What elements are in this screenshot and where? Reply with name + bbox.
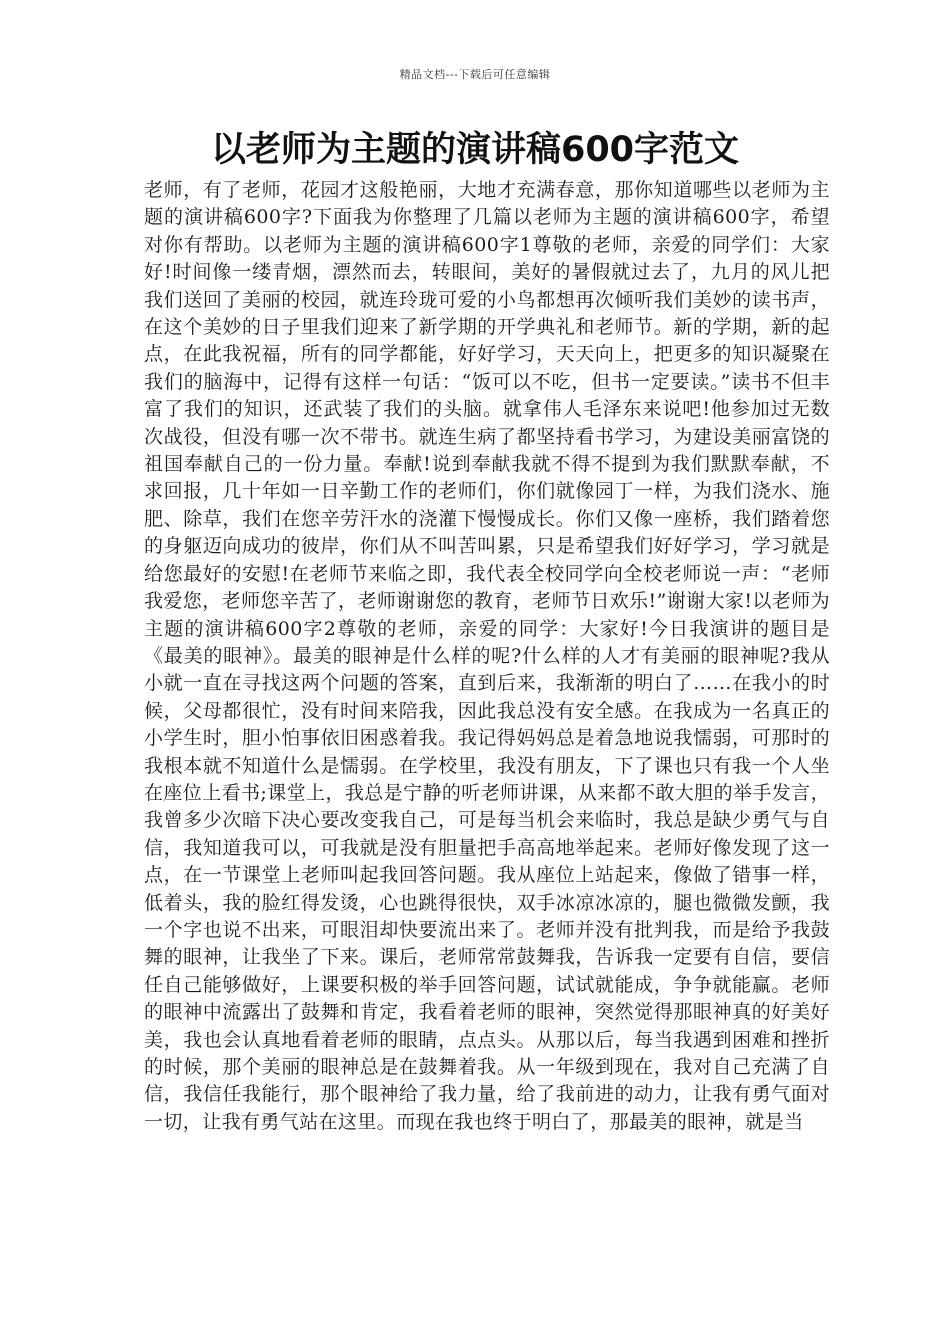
document-title: 以老师为主题的演讲稿600字范文 xyxy=(210,130,740,170)
document-body-text: 老师，有了老师，花园才这般艳丽，大地才充满春意，那你知道哪些以老师为主题的演讲稿600字?下面我为你整理了几篇以老师为主题的演讲稿600字，希望对你有帮助。以老师为主题的演讲稿600字1尊敬的老师，亲爱的同学们：大家好!时间像一缕青烟，漂然而去，转眼间，美好的暑假就过去了，九月的风儿把我们送回了美丽的校园，就连玲珑可爱的小鸟都想再次倾听我们美妙的读书声，在这个美妙的日子里我们迎来了新学期的开学典礼和老师节。新的学期，新的起点，在此我祝福，所有的同学都能，好好学习，天天向上，把更多的知识凝聚在我们的脑海中，记得有这样一句话：“饭可以不吃，但书一定要读。”读书不但丰富了我们的知识，还武装了我们的头脑。就拿伟人毛泽东来说吧!他参加过无数次战役，但没有哪一次不带书。就连生病了都坚持看书学习，为建设美丽富饶的祖国奉献自己的一份力量。奉献!说到奉献我就不得不提到为我们默默奉献，不求回报，几十年如一日辛勤工作的老师们，你们就像园丁一样，为我们浇水、施肥、除草，我们在您辛劳汗水的浇灌下慢慢成长。你们又像一座桥，我们踏着您的身躯迈向成功的彼岸，你们从不叫苦叫累，只是希望我们好好学习，学习就是给您最好的安慰!在老师节来临之即，我代表全校同学向全校老师说一声：“老师我爱您，老师您辛苦了，老师谢谢您的教育，老师节日欢乐!”谢谢大家!以老师为主题的演讲稿600字2尊敬的老师，亲爱的同学：大家好!今日我演讲的题目是《最美的眼神》。最美的眼神是什么样的呢?什么样的人才有美丽的眼神呢?我从小就一直在寻找这两个问题的答案，直到后来，我渐渐的明白了……在我小的时候，父母都很忙，没有时间来陪我，因此我总没有安全感。在我成为一名真正的小学生时，胆小怕事依旧困惑着我。我记得妈妈总是着急地说我懦弱，可那时的我根本就不知道什么是懦弱。在学校里，我没有朋友，下了课也只有我一个人坐在座位上看书;课堂上，我总是宁静的听老师讲课，从来都不敢大胆的举手发言，我曾多少次暗下决心要改变我自己，可是每当机会来临时，我总是缺少勇气与自信，我知道我可以，可我就是没有胆量把手高高地举起来。老师好像发现了这一点，在一节课堂上老师叫起我回答问题。我从座位上站起来，像做了错事一样，低着头，我的脸红得发烫，心也跳得很快，双手冰凉冰凉的，腿也微微发颤，我一个字也说不出来，可眼泪却快要流出来了。老师并没有批判我，而是给予我鼓舞的眼神，让我坐了下来。课后，老师常常鼓舞我，告诉我一定要有自信，要信任自己能够做好，上课要积极的举手回答问题，试试就能成，争争就能赢。老师的眼神中流露出了鼓舞和肯定，我看着老师的眼神，突然觉得那眼神真的好美好美，我也会认真地看着老师的眼睛，点点头。从那以后，每当我遇到困难和挫折的时候，那个美丽的眼神总是在鼓舞着我。从一年级到现在，我对自己充满了自信，我信任我能行，那个眼神给了我力量，给了我前进的动力，让我有勇气面对一切，让我有勇气站在这里。而现在我也终于明白了，那最美的眼神，就是当 xyxy=(144,179,830,1133)
header-note: 精品文档---下载后可任意编辑 xyxy=(399,68,551,81)
